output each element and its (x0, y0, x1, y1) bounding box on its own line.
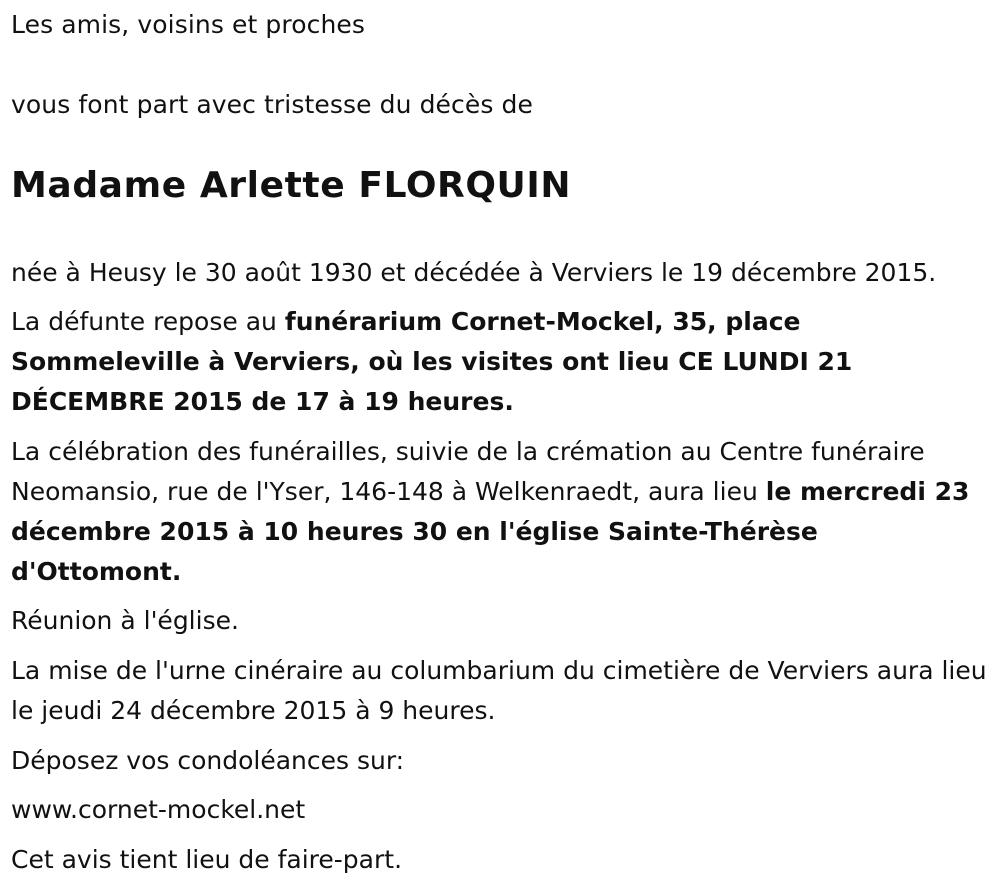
intro-line-2: vous font part avec tristesse du décès de (11, 90, 533, 119)
funeral-prefix: La célébration des funérailles, suivie de la crémation au Centre funéraire Neomansio, rue de l'Yser, 146-148 à Welkenraedt, aura lieu (11, 437, 925, 506)
birth-death-dates: née à Heusy le 30 août 1930 et décédée à Verviers le 19 décembre 2015. (11, 258, 937, 287)
funeral-details: le mercredi 23 décembre 2015 à 10 heures 30 en l'église Sainte-Thérèse d'Ottomont. (11, 477, 970, 586)
intro-line-1: Les amis, voisins et proches (11, 10, 366, 39)
funeral-paragraph (11, 432, 996, 592)
rest-prefix: La défunte repose au (11, 307, 285, 336)
urn-paragraph: La mise de l'urne cinéraire au columbarium du cimetière de Verviers aura lieu le jeudi 24 décembre 2015 à 9 heures. (11, 656, 987, 725)
website-link[interactable]: www.cornet-mockel.net (11, 795, 306, 824)
rest-details: funérarium Cornet-Mockel, 35, place Sommeleville à Verviers, où les visites ont lieu CE LUNDI 21 DÉCEMBRE 2015 de 17 à 19 heures. (11, 307, 853, 416)
condolences-label: Déposez vos condoléances sur: (11, 746, 405, 775)
closing-note: Cet avis tient lieu de faire-part. (11, 845, 403, 874)
rest-paragraph (11, 302, 996, 422)
deceased-name: Madame Arlette FLORQUIN (11, 165, 572, 206)
meeting-note: Réunion à l'église. (11, 606, 239, 635)
